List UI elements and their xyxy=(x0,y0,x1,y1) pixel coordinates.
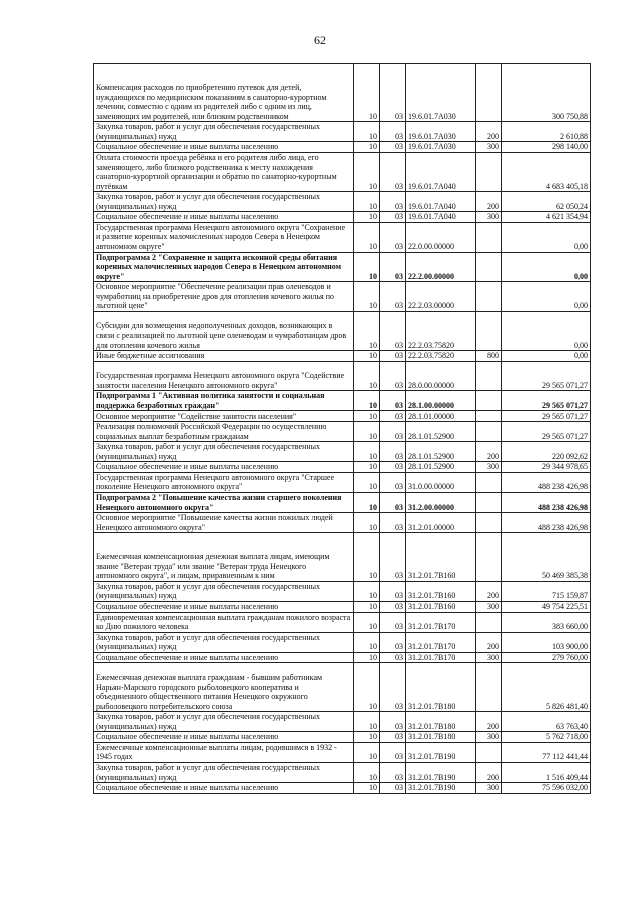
row-subsection-cell: 03 xyxy=(380,311,406,350)
row-subsection-cell: 03 xyxy=(380,663,406,712)
row-name-cell: Основное мероприятие "Обеспечение реализации прав оленеводов и чумработниц на приобретение дров для отопления кочевого жилья по льготной цене" xyxy=(94,282,354,312)
page-number: 62 xyxy=(314,33,326,47)
row-name-cell: Подпрограмма 1 "Активная политика занятости и социальная поддержка безработных граждан" xyxy=(94,391,354,411)
row-code-cell: 22.0.00.00000 xyxy=(406,222,476,252)
table-row xyxy=(94,732,591,743)
table-row xyxy=(94,282,591,312)
row-expense-type-cell xyxy=(476,282,502,312)
row-expense-type-cell xyxy=(476,391,502,411)
table-row xyxy=(94,602,591,613)
row-expense-type-cell: 300 xyxy=(476,212,502,223)
row-code-cell: 31.2.01.7В180 xyxy=(406,712,476,732)
row-amount-cell: 1 516 409,44 xyxy=(502,762,591,782)
row-expense-type-cell: 300 xyxy=(476,602,502,613)
row-section-cell: 10 xyxy=(354,492,380,512)
row-section-cell: 10 xyxy=(354,142,380,153)
table-row xyxy=(94,663,591,712)
row-code-cell: 19.6.01.7А040 xyxy=(406,192,476,212)
row-subsection-cell: 03 xyxy=(380,142,406,153)
row-code-cell: 28.1.01.52900 xyxy=(406,422,476,442)
table-row xyxy=(94,632,591,652)
row-subsection-cell: 03 xyxy=(380,361,406,391)
row-expense-type-cell: 200 xyxy=(476,122,502,142)
row-code-cell: 31.2.01.7В190 xyxy=(406,742,476,762)
row-code-cell: 31.2.01.7В180 xyxy=(406,732,476,743)
row-name-cell: Ежемесячная компенсационная денежная выплата лицам, имеющим звание "Ветеран труда" или звание "Ветеран труда Ненецкого автономного округа", и лицам, приравненным к ним xyxy=(94,533,354,582)
table-row xyxy=(94,533,591,582)
row-expense-type-cell xyxy=(476,513,502,533)
row-code-cell: 19.6.01.7А030 xyxy=(406,142,476,153)
row-name-cell: Реализация полномочий Российской Федерации по осуществлению социальных выплат безработным гражданам xyxy=(94,422,354,442)
row-amount-cell: 488 238 426,98 xyxy=(502,513,591,533)
row-name-cell: Оплата стоимости проезда ребёнка и его родителя либо лица, его заменяющего, либо близкого родственника к месту нахождения санаторно-курортной организации и обратно по санаторно-курортным путёвкам xyxy=(94,152,354,191)
row-subsection-cell: 03 xyxy=(380,632,406,652)
row-amount-cell: 0,00 xyxy=(502,252,591,282)
row-amount-cell: 103 900,00 xyxy=(502,632,591,652)
row-subsection-cell: 03 xyxy=(380,192,406,212)
row-name-cell: Государственная программа Ненецкого автономного округа "Содействие занятости населения Ненецкого автономного округа" xyxy=(94,361,354,391)
row-section-cell: 10 xyxy=(354,411,380,422)
row-code-cell: 31.2.01.7В160 xyxy=(406,602,476,613)
row-section-cell: 10 xyxy=(354,222,380,252)
row-subsection-cell: 03 xyxy=(380,282,406,312)
row-amount-cell: 298 140,00 xyxy=(502,142,591,153)
row-amount-cell: 2 610,88 xyxy=(502,122,591,142)
table-row xyxy=(94,442,591,462)
row-section-cell: 10 xyxy=(354,152,380,191)
budget-table xyxy=(93,63,591,794)
row-expense-type-cell: 200 xyxy=(476,762,502,782)
row-subsection-cell: 03 xyxy=(380,652,406,663)
row-section-cell: 10 xyxy=(354,64,380,122)
row-subsection-cell: 03 xyxy=(380,462,406,473)
row-code-cell: 31.2.01.7В160 xyxy=(406,533,476,582)
row-expense-type-cell xyxy=(476,311,502,350)
row-amount-cell: 0,00 xyxy=(502,222,591,252)
row-code-cell: 28.1.01.52900 xyxy=(406,442,476,462)
row-subsection-cell: 03 xyxy=(380,422,406,442)
row-code-cell: 22.2.03.75820 xyxy=(406,311,476,350)
table-row xyxy=(94,712,591,732)
row-expense-type-cell: 200 xyxy=(476,712,502,732)
table-row xyxy=(94,742,591,762)
row-expense-type-cell xyxy=(476,492,502,512)
row-code-cell: 31.2.01.7В160 xyxy=(406,581,476,601)
row-code-cell: 28.1.01.52900 xyxy=(406,462,476,473)
row-expense-type-cell: 200 xyxy=(476,581,502,601)
row-name-cell: Социальное обеспечение и иные выплаты населению xyxy=(94,462,354,473)
row-section-cell: 10 xyxy=(354,122,380,142)
row-amount-cell: 62 050,24 xyxy=(502,192,591,212)
row-section-cell: 10 xyxy=(354,762,380,782)
row-section-cell: 10 xyxy=(354,612,380,632)
row-expense-type-cell: 200 xyxy=(476,442,502,462)
table-row xyxy=(94,783,591,794)
row-code-cell: 19.6.01.7А040 xyxy=(406,152,476,191)
row-section-cell: 10 xyxy=(354,422,380,442)
row-expense-type-cell xyxy=(476,533,502,582)
row-section-cell: 10 xyxy=(354,361,380,391)
table-row xyxy=(94,422,591,442)
row-amount-cell: 75 596 032,00 xyxy=(502,783,591,794)
row-subsection-cell: 03 xyxy=(380,533,406,582)
row-amount-cell: 0,00 xyxy=(502,282,591,312)
row-code-cell: 28.1.01.00000 xyxy=(406,411,476,422)
row-code-cell: 28.1.00.00000 xyxy=(406,391,476,411)
row-code-cell: 19.6.01.7А030 xyxy=(406,64,476,122)
row-expense-type-cell: 300 xyxy=(476,652,502,663)
row-name-cell: Закупка товаров, работ и услуг для обеспечения государственных (муниципальных) нужд xyxy=(94,581,354,601)
row-name-cell: Социальное обеспечение и иные выплаты населению xyxy=(94,602,354,613)
row-amount-cell: 29 344 978,65 xyxy=(502,462,591,473)
row-section-cell: 10 xyxy=(354,212,380,223)
row-expense-type-cell xyxy=(476,663,502,712)
row-expense-type-cell xyxy=(476,411,502,422)
row-subsection-cell: 03 xyxy=(380,472,406,492)
row-section-cell: 10 xyxy=(354,282,380,312)
row-subsection-cell: 03 xyxy=(380,442,406,462)
row-section-cell: 10 xyxy=(354,632,380,652)
row-subsection-cell: 03 xyxy=(380,602,406,613)
table-row xyxy=(94,361,591,391)
row-name-cell: Субсидии для возмещения недополученных доходов, возникающих в связи с реализацией по льготной цене оленеводам и чумработницам дров для отопления кочевого жилья xyxy=(94,311,354,350)
table-row xyxy=(94,391,591,411)
row-subsection-cell: 03 xyxy=(380,222,406,252)
row-name-cell: Социальное обеспечение и иные выплаты населению xyxy=(94,652,354,663)
table-row xyxy=(94,64,591,122)
table-row xyxy=(94,192,591,212)
row-expense-type-cell xyxy=(476,222,502,252)
row-name-cell: Государственная программа Ненецкого автономного округа "Старшее поколение Ненецкого автономного округа" xyxy=(94,472,354,492)
row-amount-cell: 279 760,00 xyxy=(502,652,591,663)
row-subsection-cell: 03 xyxy=(380,252,406,282)
row-expense-type-cell xyxy=(476,361,502,391)
row-name-cell: Закупка товаров, работ и услуг для обеспечения государственных (муниципальных) нужд xyxy=(94,712,354,732)
row-expense-type-cell xyxy=(476,64,502,122)
row-amount-cell: 488 238 426,98 xyxy=(502,472,591,492)
row-code-cell: 28.0.00.00000 xyxy=(406,361,476,391)
table-row xyxy=(94,222,591,252)
row-code-cell: 22.2.03.00000 xyxy=(406,282,476,312)
row-section-cell: 10 xyxy=(354,462,380,473)
row-section-cell: 10 xyxy=(354,391,380,411)
row-code-cell: 31.2.01.7В190 xyxy=(406,762,476,782)
row-name-cell: Закупка товаров, работ и услуг для обеспечения государственных (муниципальных) нужд xyxy=(94,762,354,782)
row-code-cell: 19.6.01.7А040 xyxy=(406,212,476,223)
row-expense-type-cell xyxy=(476,742,502,762)
row-expense-type-cell: 300 xyxy=(476,783,502,794)
row-name-cell: Ежемесячная денежная выплата гражданам - бывшим работникам Нарьян-Марского городского рыболовецкого кооператива и объединенного общественного питания Ненецкого окружного рыболовецкого потребительского союза xyxy=(94,663,354,712)
row-name-cell: Единовременная компенсационная выплата гражданам пожилого возраста ко Дню пожилого человека xyxy=(94,612,354,632)
table-row xyxy=(94,122,591,142)
row-name-cell: Основное мероприятие "Содействие занятости населения" xyxy=(94,411,354,422)
row-subsection-cell: 03 xyxy=(380,762,406,782)
table-row xyxy=(94,652,591,663)
row-code-cell: 31.2.01.00000 xyxy=(406,513,476,533)
row-name-cell: Социальное обеспечение и иные выплаты населению xyxy=(94,783,354,794)
row-amount-cell: 715 159,87 xyxy=(502,581,591,601)
budget-table-body xyxy=(94,64,591,794)
row-section-cell: 10 xyxy=(354,533,380,582)
row-section-cell: 10 xyxy=(354,602,380,613)
row-name-cell: Закупка товаров, работ и услуг для обеспечения государственных (муниципальных) нужд xyxy=(94,122,354,142)
row-amount-cell: 29 565 071,27 xyxy=(502,422,591,442)
row-subsection-cell: 03 xyxy=(380,581,406,601)
row-subsection-cell: 03 xyxy=(380,212,406,223)
row-expense-type-cell xyxy=(476,612,502,632)
row-amount-cell: 220 092,62 xyxy=(502,442,591,462)
row-amount-cell: 0,00 xyxy=(502,311,591,350)
row-section-cell: 10 xyxy=(354,252,380,282)
row-section-cell: 10 xyxy=(354,663,380,712)
table-row xyxy=(94,311,591,350)
row-subsection-cell: 03 xyxy=(380,64,406,122)
row-code-cell: 22.2.00.00000 xyxy=(406,252,476,282)
table-row xyxy=(94,581,591,601)
row-amount-cell: 29 565 071,27 xyxy=(502,361,591,391)
row-subsection-cell: 03 xyxy=(380,152,406,191)
row-code-cell: 31.2.01.7В190 xyxy=(406,783,476,794)
row-section-cell: 10 xyxy=(354,652,380,663)
table-row xyxy=(94,351,591,362)
row-amount-cell: 63 763,40 xyxy=(502,712,591,732)
row-subsection-cell: 03 xyxy=(380,391,406,411)
row-code-cell: 31.2.01.7В170 xyxy=(406,612,476,632)
row-section-cell: 10 xyxy=(354,581,380,601)
table-row xyxy=(94,513,591,533)
row-expense-type-cell: 300 xyxy=(476,462,502,473)
row-name-cell: Основное мероприятие "Повышение качества жизни пожилых людей Ненецкого автономного округа" xyxy=(94,513,354,533)
row-subsection-cell: 03 xyxy=(380,492,406,512)
row-amount-cell: 50 469 385,38 xyxy=(502,533,591,582)
row-subsection-cell: 03 xyxy=(380,783,406,794)
row-expense-type-cell xyxy=(476,422,502,442)
row-expense-type-cell xyxy=(476,252,502,282)
row-section-cell: 10 xyxy=(354,783,380,794)
row-expense-type-cell xyxy=(476,472,502,492)
table-row xyxy=(94,411,591,422)
row-expense-type-cell: 200 xyxy=(476,192,502,212)
table-row xyxy=(94,152,591,191)
row-code-cell: 19.6.01.7А030 xyxy=(406,122,476,142)
row-expense-type-cell: 300 xyxy=(476,732,502,743)
row-subsection-cell: 03 xyxy=(380,712,406,732)
row-amount-cell: 300 750,88 xyxy=(502,64,591,122)
row-section-cell: 10 xyxy=(354,351,380,362)
row-name-cell: Социальное обеспечение и иные выплаты населению xyxy=(94,142,354,153)
row-code-cell: 31.2.01.7В170 xyxy=(406,632,476,652)
row-amount-cell: 77 112 441,44 xyxy=(502,742,591,762)
row-amount-cell: 383 660,00 xyxy=(502,612,591,632)
row-name-cell: Закупка товаров, работ и услуг для обеспечения государственных (муниципальных) нужд xyxy=(94,442,354,462)
row-code-cell: 31.2.01.7В170 xyxy=(406,652,476,663)
row-code-cell: 31.2.00.00000 xyxy=(406,492,476,512)
table-row xyxy=(94,762,591,782)
row-amount-cell: 4 621 354,94 xyxy=(502,212,591,223)
table-row xyxy=(94,462,591,473)
table-row xyxy=(94,492,591,512)
row-subsection-cell: 03 xyxy=(380,732,406,743)
row-name-cell: Подпрограмма 2 "Повышение качества жизни старшего поколения Ненецкого автономного округа" xyxy=(94,492,354,512)
row-name-cell: Социальное обеспечение и иные выплаты населению xyxy=(94,212,354,223)
row-amount-cell: 488 238 426,98 xyxy=(502,492,591,512)
row-code-cell: 31.0.00.00000 xyxy=(406,472,476,492)
row-code-cell: 22.2.03.75820 xyxy=(406,351,476,362)
row-expense-type-cell xyxy=(476,152,502,191)
row-name-cell: Подпрограмма 2 "Сохранение и защита исконной среды обитания коренных малочисленных народов Севера в Ненецком автономном округе" xyxy=(94,252,354,282)
row-subsection-cell: 03 xyxy=(380,513,406,533)
row-subsection-cell: 03 xyxy=(380,742,406,762)
row-amount-cell: 49 754 225,51 xyxy=(502,602,591,613)
row-subsection-cell: 03 xyxy=(380,612,406,632)
row-code-cell: 31.2.01.7В180 xyxy=(406,663,476,712)
table-row xyxy=(94,212,591,223)
row-subsection-cell: 03 xyxy=(380,122,406,142)
row-section-cell: 10 xyxy=(354,192,380,212)
row-name-cell: Компенсация расходов по приобретению путевок для детей, нуждающихся по медицинским показаниям в санаторно-курортном лечении, совместно с одним из родителей либо с одним из лиц, заменяющих им родителей, или близким родственником xyxy=(94,64,354,122)
row-name-cell: Закупка товаров, работ и услуг для обеспечения государственных (муниципальных) нужд xyxy=(94,632,354,652)
row-section-cell: 10 xyxy=(354,712,380,732)
row-section-cell: 10 xyxy=(354,472,380,492)
row-name-cell: Социальное обеспечение и иные выплаты населению xyxy=(94,732,354,743)
row-section-cell: 10 xyxy=(354,742,380,762)
row-amount-cell: 0,00 xyxy=(502,351,591,362)
row-section-cell: 10 xyxy=(354,442,380,462)
table-row xyxy=(94,472,591,492)
row-name-cell: Государственная программа Ненецкого автономного округа "Сохранение и развитие коренных малочисленных народов Севера в Ненецком автономном округе" xyxy=(94,222,354,252)
row-section-cell: 10 xyxy=(354,732,380,743)
row-subsection-cell: 03 xyxy=(380,411,406,422)
row-name-cell: Иные бюджетные ассигнования xyxy=(94,351,354,362)
row-amount-cell: 29 565 071,27 xyxy=(502,411,591,422)
row-expense-type-cell: 300 xyxy=(476,142,502,153)
row-amount-cell: 4 683 405,18 xyxy=(502,152,591,191)
row-expense-type-cell: 800 xyxy=(476,351,502,362)
table-row xyxy=(94,612,591,632)
table-row xyxy=(94,142,591,153)
row-subsection-cell: 03 xyxy=(380,351,406,362)
row-amount-cell: 29 565 071,27 xyxy=(502,391,591,411)
row-amount-cell: 5 826 481,40 xyxy=(502,663,591,712)
row-name-cell: Закупка товаров, работ и услуг для обеспечения государственных (муниципальных) нужд xyxy=(94,192,354,212)
row-section-cell: 10 xyxy=(354,513,380,533)
row-expense-type-cell: 200 xyxy=(476,632,502,652)
row-name-cell: Ежемесячные компенсационные выплаты лицам, родившимся в 1932 - 1945 годах xyxy=(94,742,354,762)
row-amount-cell: 5 762 718,00 xyxy=(502,732,591,743)
row-section-cell: 10 xyxy=(354,311,380,350)
table-row xyxy=(94,252,591,282)
